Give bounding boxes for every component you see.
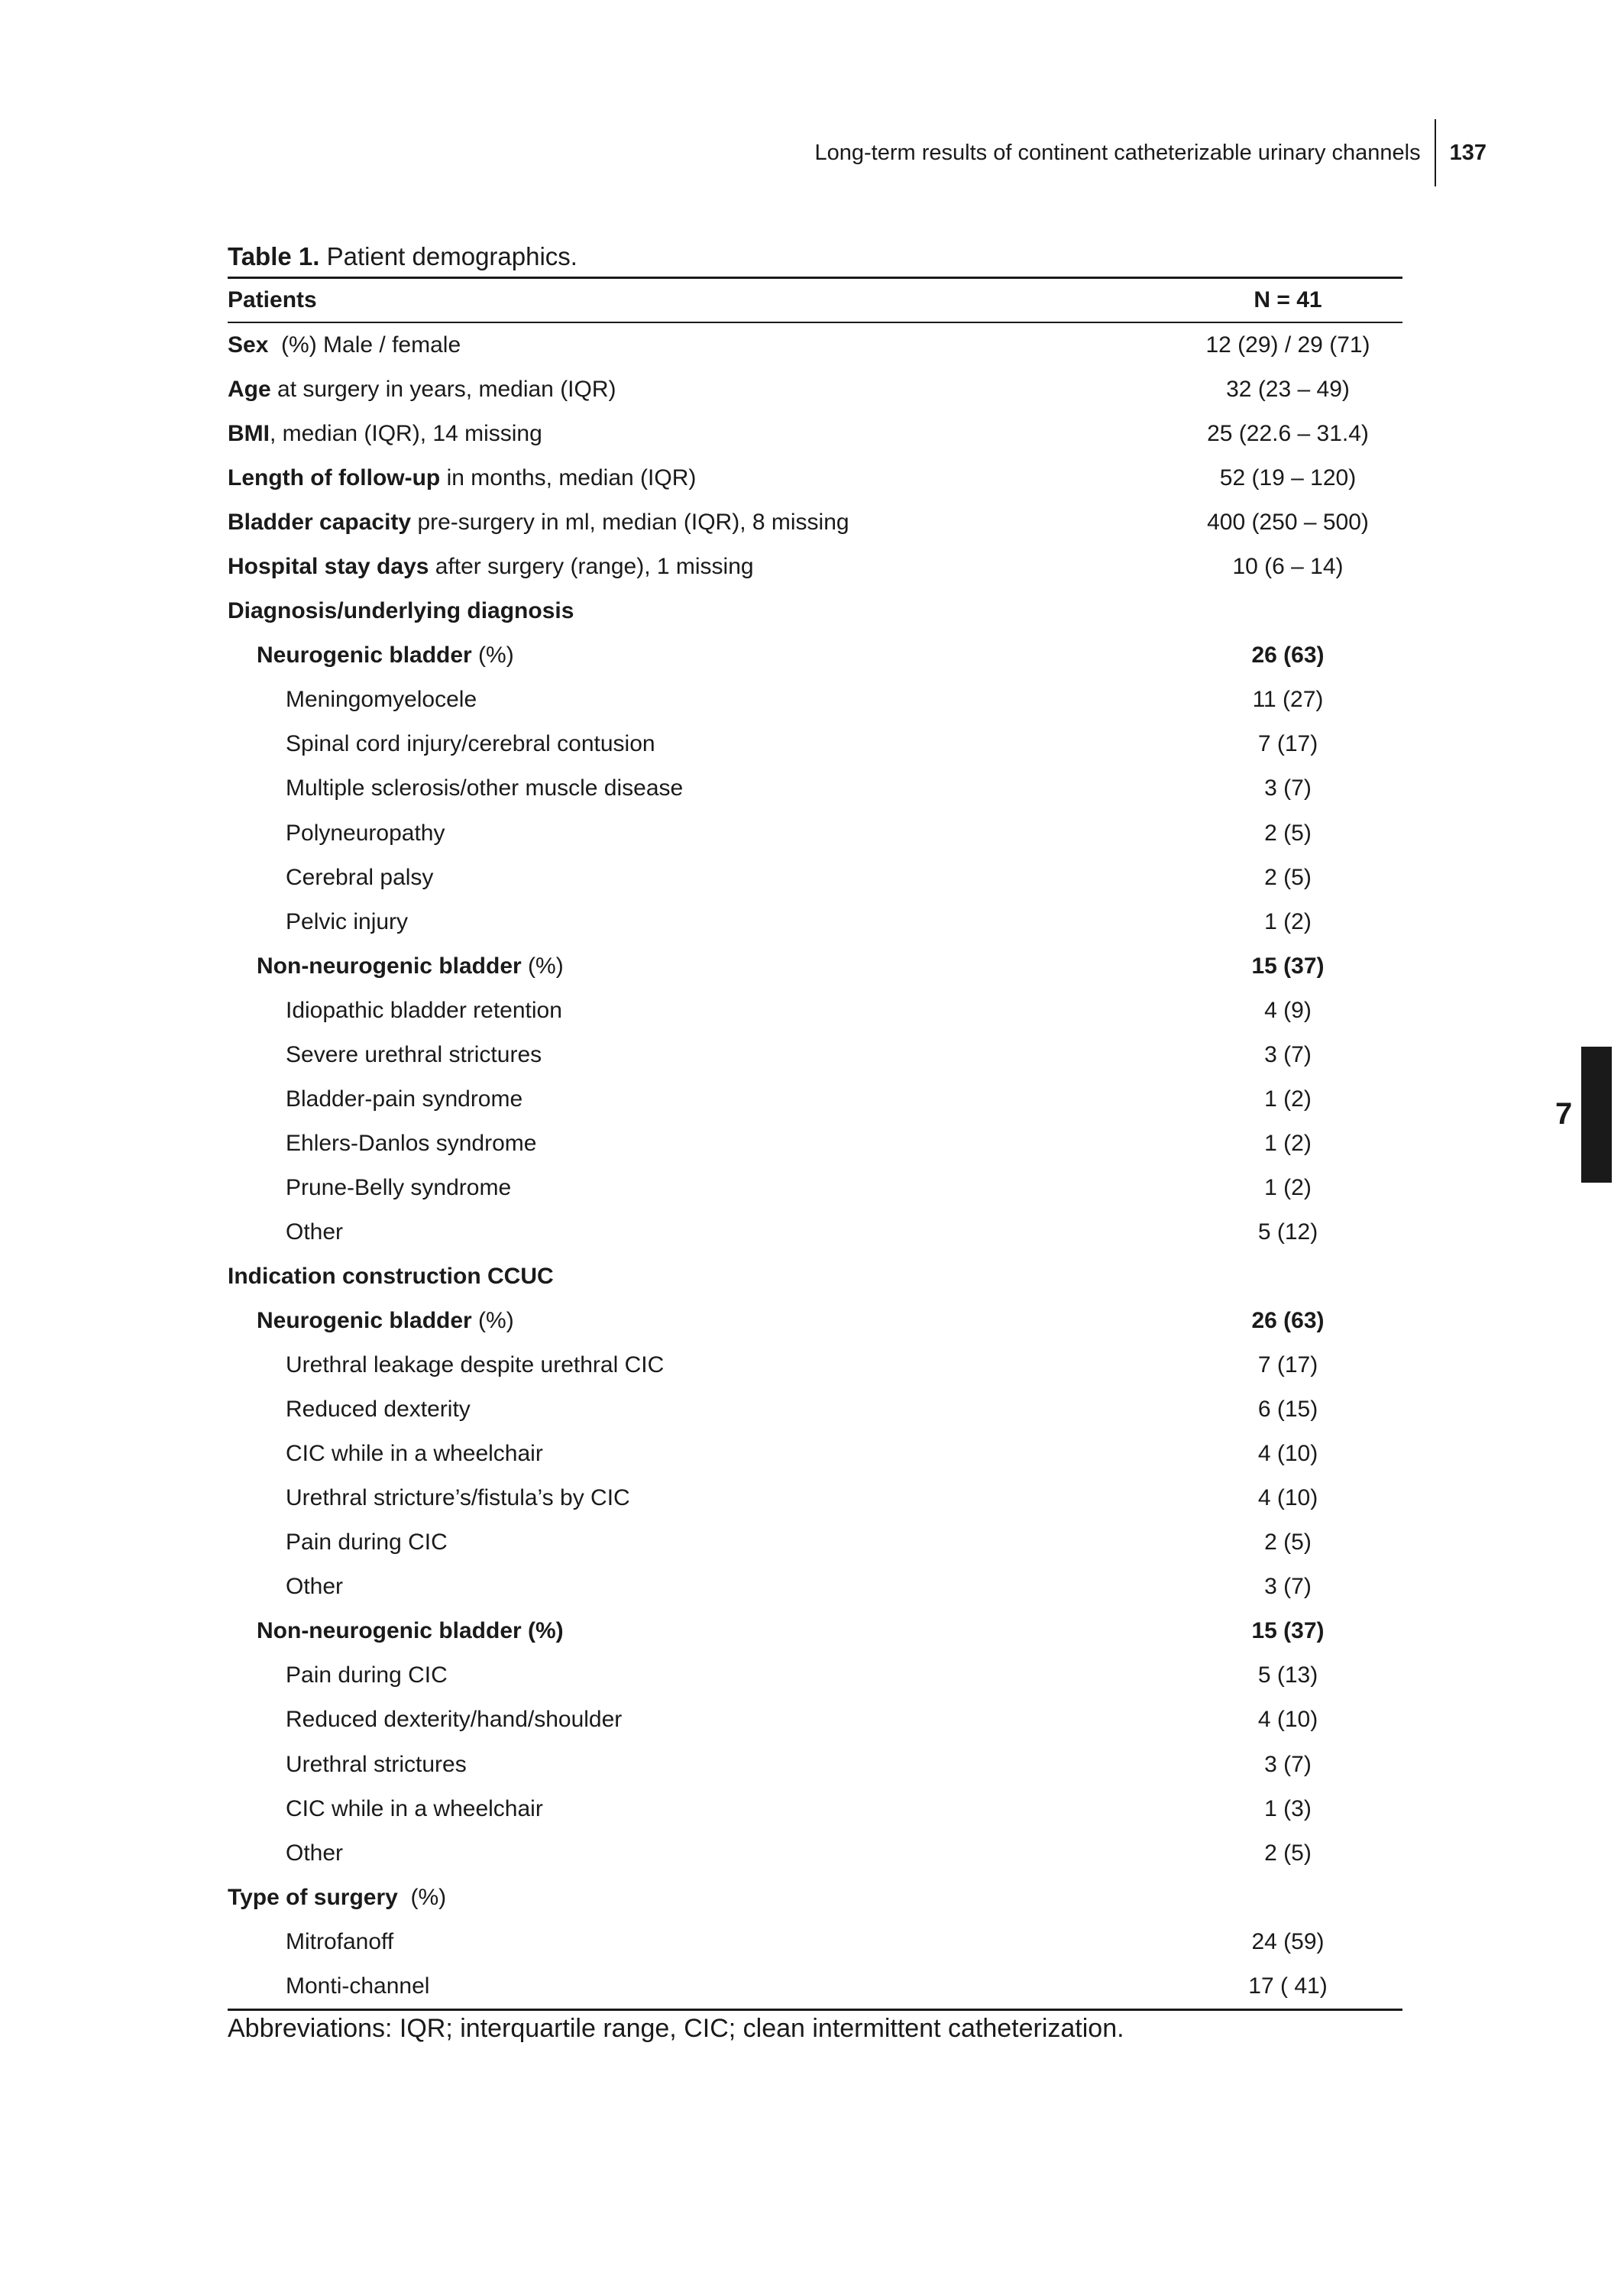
row-label (228, 1698, 1173, 1742)
table-row (228, 1787, 1402, 1831)
table-row (228, 1653, 1402, 1698)
table-caption-label: Table 1. (228, 242, 320, 270)
row-label-text: after surgery (range), 1 missing (429, 554, 754, 580)
table-row (228, 1964, 1402, 2010)
row-label (228, 1476, 1173, 1520)
row-label-text: Spinal cord injury/cerebral contusion (286, 731, 655, 757)
row-label (228, 900, 1173, 944)
table-row (228, 1520, 1402, 1565)
row-label-text: (%) (521, 953, 564, 979)
row-value: 2 (5) (1264, 1530, 1312, 1556)
row-value: 4 (9) (1264, 997, 1312, 1023)
row-label (228, 367, 1173, 412)
row-label (228, 1876, 1173, 1920)
row-label-text: (%) Male / female (268, 332, 461, 358)
row-value: 25 (22.6 – 31.4) (1207, 421, 1369, 447)
row-value: 1 (3) (1264, 1795, 1312, 1821)
table-row (228, 1077, 1402, 1122)
row-label-text: (%) (397, 1884, 447, 1910)
table-row (228, 1565, 1402, 1609)
row-label-bold: Bladder capacity (228, 510, 412, 536)
row-label-bold: Non-neurogenic bladder (257, 953, 522, 979)
row-label (228, 1432, 1173, 1476)
row-label-text: Ehlers-Danlos syndrome (286, 1130, 537, 1156)
row-value: 15 (37) (1251, 953, 1325, 979)
row-value: 5 (13) (1257, 1662, 1318, 1688)
table-row (228, 1166, 1402, 1210)
row-label-text: at surgery in years, median (IQR) (270, 377, 616, 403)
row-label-bold: Hospital stay days (228, 554, 429, 580)
row-label (228, 1831, 1173, 1876)
row-value: 26 (63) (1251, 643, 1325, 668)
row-label-bold: Length of follow-up (228, 465, 441, 491)
row-label (228, 1743, 1173, 1787)
table-row (228, 412, 1402, 456)
row-label-text: Other (286, 1219, 344, 1245)
table-row (228, 367, 1402, 412)
row-label (228, 500, 1173, 545)
row-label-text: Severe urethral strictures (286, 1041, 542, 1067)
column-header-n: N = 41 (1254, 287, 1322, 312)
row-value: 32 (23 – 49) (1226, 377, 1350, 403)
row-label-text: Monti-channel (286, 1973, 430, 1999)
row-label (228, 722, 1173, 766)
row-label-text: in months, median (IQR) (440, 465, 697, 491)
row-label-text: Reduced dexterity/hand/shoulder (286, 1707, 623, 1733)
table-row (228, 1254, 1402, 1299)
row-value: 2 (5) (1264, 864, 1312, 890)
column-header-patients: Patients (228, 287, 317, 312)
row-label-bold: Indication construction CCUC (228, 1264, 554, 1289)
row-label-text: Urethral stricture’s/fistula’s by CIC (286, 1485, 630, 1511)
row-label (228, 1787, 1173, 1831)
table-row (228, 900, 1402, 944)
row-label (228, 1565, 1173, 1609)
row-label (228, 1210, 1173, 1254)
running-header (815, 119, 1487, 186)
row-value: 6 (15) (1257, 1397, 1318, 1423)
row-label-text: CIC while in a wheelchair (286, 1441, 543, 1467)
row-label (228, 1122, 1173, 1166)
row-label (228, 589, 1173, 633)
row-value: 1 (2) (1264, 908, 1312, 934)
table-row (228, 944, 1402, 989)
row-label-bold: Neurogenic bladder (257, 1308, 472, 1334)
row-value: 4 (10) (1257, 1485, 1318, 1511)
row-label-text: Other (286, 1574, 344, 1600)
chapter-number: 7 (1555, 1097, 1573, 1131)
row-value: 1 (2) (1264, 1174, 1312, 1200)
row-label-text: Polyneuropathy (286, 820, 445, 846)
row-label (228, 1299, 1173, 1343)
row-label (228, 1653, 1173, 1698)
table-row (228, 678, 1402, 722)
row-label-text: Pelvic injury (286, 908, 409, 934)
table-row (228, 1387, 1402, 1432)
row-value: 5 (12) (1257, 1219, 1318, 1245)
row-value (1173, 589, 1402, 633)
table-row (228, 722, 1402, 766)
row-label-text: Other (286, 1840, 344, 1866)
row-label (228, 766, 1173, 811)
row-value: 17 ( 41) (1248, 1973, 1328, 1999)
row-label-text: Reduced dexterity (286, 1397, 471, 1423)
row-label-bold: Neurogenic bladder (257, 643, 472, 668)
row-value: 3 (7) (1264, 1574, 1312, 1600)
chapter-tab-marker (1581, 1047, 1612, 1183)
row-label-bold: Diagnosis/underlying diagnosis (228, 598, 574, 624)
table-row (228, 1698, 1402, 1742)
row-value: 4 (10) (1257, 1707, 1318, 1733)
row-label (228, 1609, 1173, 1653)
table-row (228, 1210, 1402, 1254)
row-label-text: Pain during CIC (286, 1662, 448, 1688)
demographics-table (228, 277, 1402, 2011)
row-label (228, 456, 1173, 500)
row-value: 2 (5) (1264, 820, 1312, 846)
demographics-table-block (228, 237, 1402, 2011)
row-value: 52 (19 – 120) (1219, 465, 1357, 491)
row-label (228, 1964, 1173, 2010)
page-number: 137 (1449, 141, 1487, 165)
table-header-row (228, 278, 1402, 323)
row-label (228, 1077, 1173, 1122)
row-value (1173, 1254, 1402, 1299)
table-row (228, 1343, 1402, 1387)
table-row (228, 1609, 1402, 1653)
running-title: Long-term results of continent catheterizable urinary channels (815, 119, 1436, 186)
row-value: 1 (2) (1264, 1086, 1312, 1112)
row-label (228, 1254, 1173, 1299)
row-label (228, 322, 1173, 367)
row-label (228, 989, 1173, 1033)
row-value: 26 (63) (1251, 1308, 1325, 1334)
row-value: 7 (17) (1257, 731, 1318, 757)
row-value: 400 (250 – 500) (1207, 510, 1369, 536)
row-label-text: Urethral strictures (286, 1751, 467, 1777)
table-row (228, 1476, 1402, 1520)
row-label-text: Prune-Belly syndrome (286, 1174, 512, 1200)
table-row (228, 456, 1402, 500)
row-value: 4 (10) (1257, 1441, 1318, 1467)
table-row (228, 500, 1402, 545)
table-row (228, 1743, 1402, 1787)
row-label (228, 545, 1173, 589)
row-label (228, 944, 1173, 989)
table-body (228, 322, 1402, 2009)
row-label-text: Multiple sclerosis/other muscle disease (286, 775, 684, 801)
table-row (228, 989, 1402, 1033)
table-row (228, 1831, 1402, 1876)
row-label (228, 1166, 1173, 1210)
row-label (228, 1343, 1173, 1387)
table-row (228, 322, 1402, 367)
table-row (228, 1920, 1402, 1964)
row-label-text: Pain during CIC (286, 1530, 448, 1556)
row-label-text: Mitrofanoff (286, 1928, 394, 1954)
row-label-bold: Age (228, 377, 271, 403)
row-label-text: Bladder-pain syndrome (286, 1086, 523, 1112)
row-value: 15 (37) (1251, 1618, 1325, 1644)
table-caption (228, 237, 1402, 277)
row-label-text: Idiopathic bladder retention (286, 997, 562, 1023)
row-label (228, 412, 1173, 456)
row-label (228, 1387, 1173, 1432)
row-label-text: (%) (471, 643, 514, 668)
table-row (228, 811, 1402, 856)
row-value: 3 (7) (1264, 1751, 1312, 1777)
table-row (228, 766, 1402, 811)
row-value: 12 (29) / 29 (71) (1205, 332, 1370, 358)
row-label (228, 678, 1173, 722)
row-label (228, 1520, 1173, 1565)
table-row (228, 1122, 1402, 1166)
row-label (228, 1920, 1173, 1964)
table-row (228, 1299, 1402, 1343)
row-value: 11 (27) (1252, 687, 1324, 713)
table-caption-text: Patient demographics. (326, 242, 577, 270)
table-row (228, 633, 1402, 678)
table-footnote: Abbreviations: IQR; interquartile range, CIC; clean intermittent catheterization. (228, 2014, 1124, 2043)
row-value: 24 (59) (1251, 1928, 1325, 1954)
row-label-bold: Non-neurogenic bladder (%) (257, 1618, 564, 1644)
row-label-text: CIC while in a wheelchair (286, 1795, 543, 1821)
row-label (228, 1033, 1173, 1077)
row-value: 7 (17) (1257, 1352, 1318, 1378)
row-label-text: pre-surgery in ml, median (IQR), 8 missing (411, 510, 849, 536)
row-label-text: (%) (471, 1308, 514, 1334)
row-value: 2 (5) (1264, 1840, 1312, 1866)
row-label-text: Cerebral palsy (286, 864, 434, 890)
row-value: 10 (6 – 14) (1232, 554, 1344, 580)
table-row (228, 856, 1402, 900)
row-value: 3 (7) (1264, 775, 1312, 801)
table-row (228, 1876, 1402, 1920)
row-label (228, 856, 1173, 900)
row-label-bold: Type of surgery (228, 1884, 398, 1910)
row-label-bold: Sex (228, 332, 269, 358)
row-label (228, 811, 1173, 856)
row-label (228, 633, 1173, 678)
table-row (228, 1033, 1402, 1077)
table-row (228, 589, 1402, 633)
row-value (1173, 1876, 1402, 1920)
table-row (228, 545, 1402, 589)
table-row (228, 1432, 1402, 1476)
row-label-text: Urethral leakage despite urethral CIC (286, 1352, 665, 1378)
row-label-text: Meningomyelocele (286, 687, 477, 713)
row-value: 1 (2) (1264, 1130, 1312, 1156)
row-value: 3 (7) (1264, 1041, 1312, 1067)
row-label-bold: BMI (228, 421, 270, 447)
row-label-text: , median (IQR), 14 missing (270, 421, 542, 447)
